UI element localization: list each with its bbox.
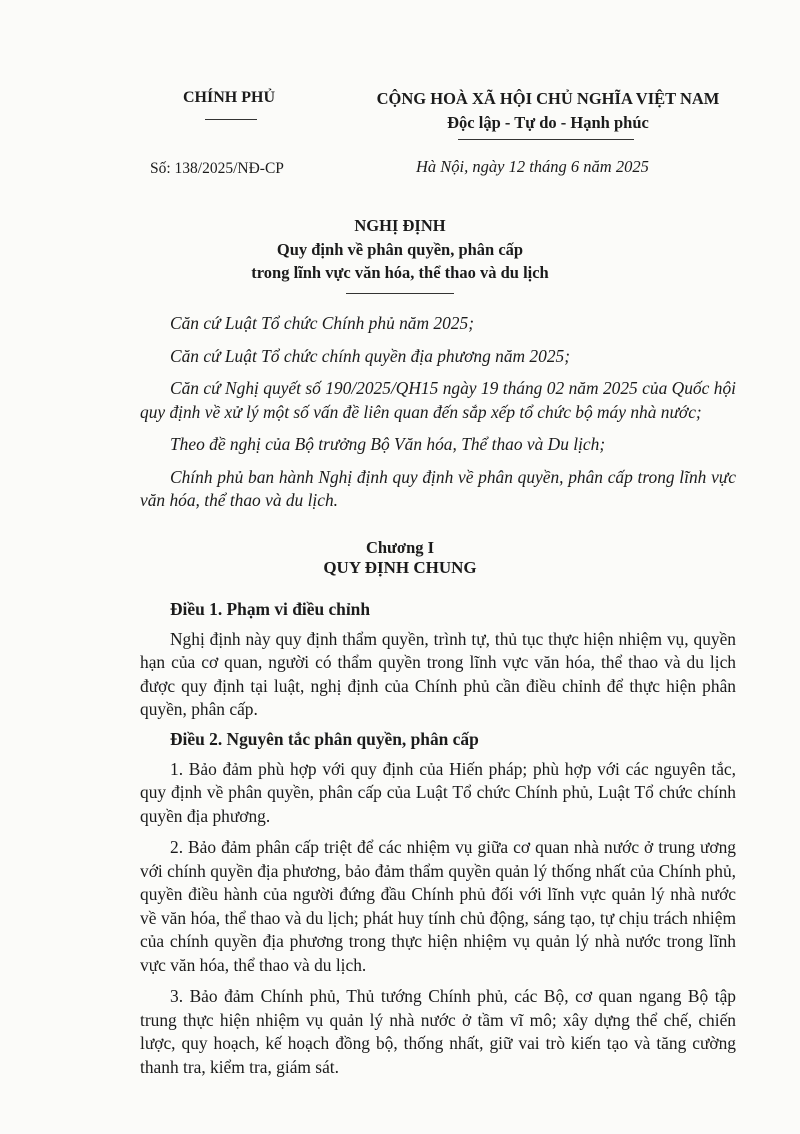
preamble-promulgation: Chính phủ ban hành Nghị định quy định về phân quyền, phân cấp trong lĩnh vực văn hóa, thể thao và du lịch. <box>140 466 736 510</box>
preamble-basis-1: Căn cứ Luật Tổ chức Chính phủ năm 2025; <box>170 313 474 333</box>
article-1 <box>140 598 736 722</box>
preamble <box>140 312 736 513</box>
article-2 <box>140 728 736 1079</box>
preamble-proposal: Theo đề nghị của Bộ trưởng Bộ Văn hóa, Thể thao và Du lịch; <box>170 434 606 454</box>
national-title: CỘNG HOÀ XÃ HỘI CHỦ NGHĨA VIỆT NAM <box>376 89 720 108</box>
preamble-basis-2: Căn cứ Luật Tổ chức chính quyền địa phương năm 2025; <box>170 345 571 366</box>
national-motto: Độc lập - Tự do - Hạnh phúc <box>447 113 649 132</box>
motto-underline <box>458 139 634 140</box>
article-2-item-3: 3. Bảo đảm Chính phủ, Thủ tướng Chính phủ, các Bộ, cơ quan ngang Bộ tập trung thực hiện nhiệm vụ quản lý nhà nước ở tầm vĩ mô; xây dựng thể chế, chiến lược, quy hoạch, kế hoạch đồng bộ, thống nhất, giữ vai trò kiến tạo và tăng cường thanh tra, kiểm tra, giám sát. <box>140 986 736 1077</box>
place-date: Hà Nội, ngày 12 tháng 6 năm 2025 <box>416 157 649 176</box>
article-2-item-2: 2. Bảo đảm phân cấp triệt để các nhiệm vụ giữa cơ quan nhà nước ở trung ương với chính quyền địa phương, bảo đảm thẩm quyền quản lý thống nhất của Chính phủ, quyền điều hành của người đứng đầu Chính phủ đối với lĩnh vực quản lý nhà nước về văn hóa, thể thao và du lịch; phát huy tính chủ động, sáng tạo, tự chịu trách nhiệm của chính quyền địa phương trong thực hiện nhiệm vụ quản lý nhà nước trong lĩnh vực văn hóa, thể thao và du lịch. <box>140 837 736 975</box>
preamble-basis-3: Căn cứ Nghị quyết số 190/2025/QH15 ngày 19 tháng 02 năm 2025 của Quốc hội quy định về xử lý một số vấn đề liên quan đến sắp xếp tổ chức bộ máy nhà nước; <box>140 378 736 422</box>
title-underline <box>346 293 454 294</box>
document-title-line1: Quy định về phân quyền, phân cấp <box>276 240 524 259</box>
article-2-item-1: 1. Bảo đảm phù hợp với quy định của Hiến pháp; phù hợp với các nguyên tắc, quy định về phân quyền, phân cấp của Luật Tổ chức Chính phủ, Luật Tổ chức chính quyền địa phương. <box>140 758 736 826</box>
document-title-line2: trong lĩnh vực văn hóa, thể thao và du lịch <box>251 263 549 282</box>
chapter-title: QUY ĐỊNH CHUNG <box>323 558 477 577</box>
agency-underline <box>205 119 257 120</box>
issuing-agency: CHÍNH PHỦ <box>183 89 275 106</box>
chapter-label: Chương I <box>365 538 435 557</box>
article-1-body: Nghị định này quy định thẩm quyền, trình tự, thủ tục thực hiện nhiệm vụ, quyền hạn của cơ quan, người có thẩm quyền trong lĩnh vực văn hóa, thể thao và du lịch được quy định tại luật, nghị định của Chính phủ cần điều chỉnh để thực hiện phân quyền, phân cấp. <box>140 628 736 719</box>
article-2-heading: Điều 2. Nguyên tắc phân quyền, phân cấp <box>170 729 479 749</box>
document-type: NGHỊ ĐỊNH <box>354 216 446 235</box>
article-1-heading: Điều 1. Phạm vi điều chỉnh <box>170 599 371 619</box>
document-number: Số: 138/2025/NĐ-CP <box>150 160 284 177</box>
